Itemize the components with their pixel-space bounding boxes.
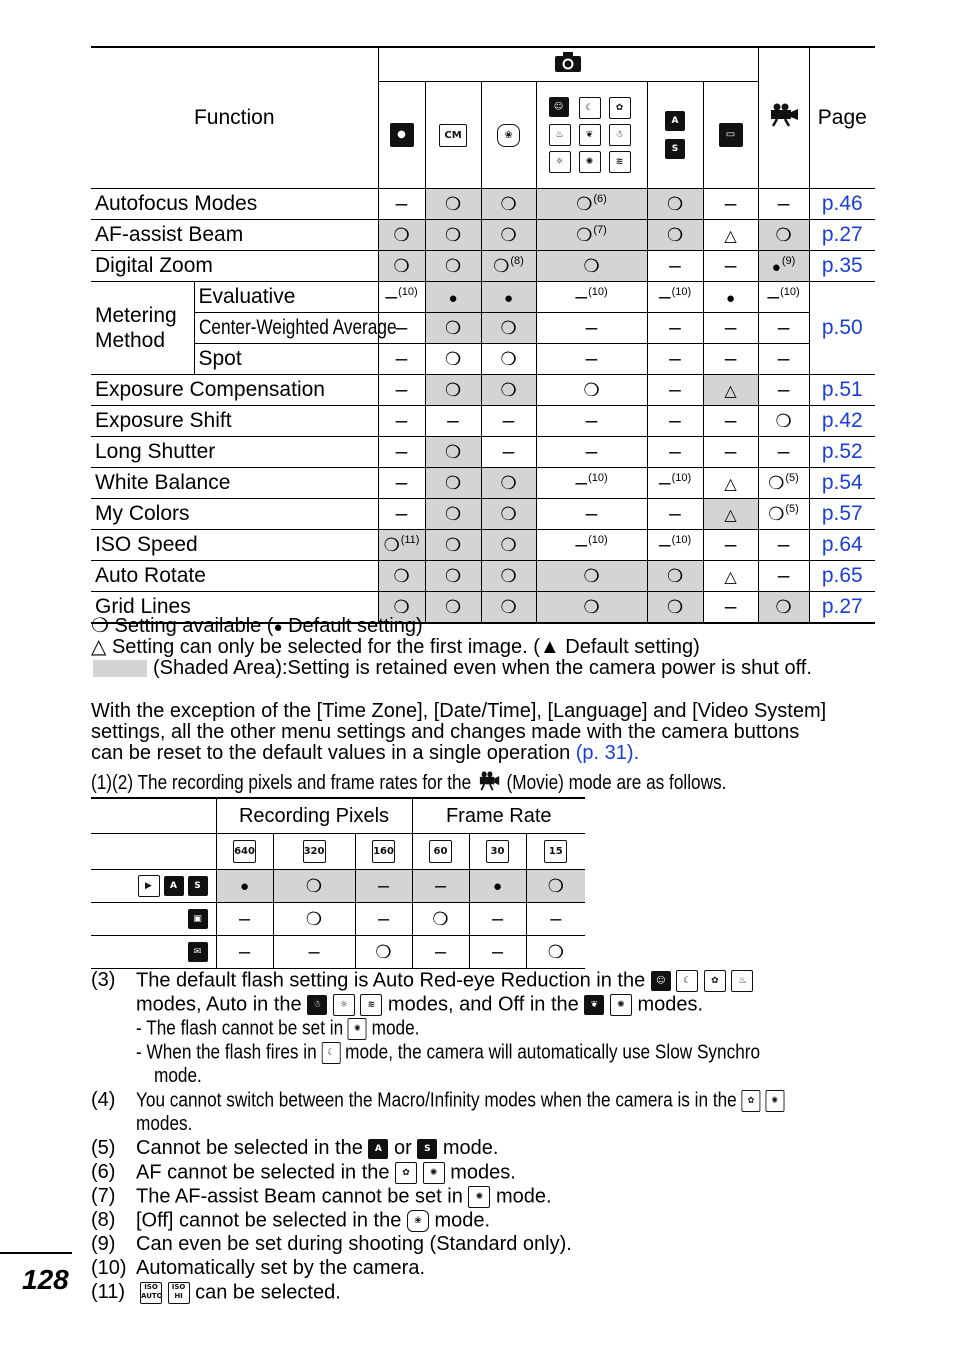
setting-cell: ❍ [536,592,647,624]
reset-paragraph-line2: settings, all the other menu settings and changes made with the camera buttons [91,721,800,743]
table-row [91,220,875,251]
note-7-num: (7) [91,1185,116,1207]
note-8-num: (8) [91,1209,116,1231]
note-4-line1: You cannot switch between the Macro/Infinity modes when the camera is in the ✿ ✺ [136,1090,890,1112]
manual-mode-icon: CM [439,124,467,147]
setting-cell: ❍ [526,870,585,903]
function-name: Digital Zoom [91,251,378,282]
setting-cell: ●$^{(9)}$ [758,251,809,282]
setting-cell: – [481,406,536,437]
setting-cell: – [758,530,809,561]
setting-cell: ❍ [273,870,355,903]
setting-cell: – [273,936,355,969]
reset-paragraph-line3: can be reset to the default values in a single operation (p. 31). [91,742,640,764]
setting-cell: ❍ [425,530,481,561]
movie-settings-table [91,797,585,969]
setting-cell: ❍ [481,220,536,251]
setting-cell: – [469,936,526,969]
setting-cell: – [703,313,758,344]
setting-cell: – [355,903,412,936]
color-accent-icon: A [368,1139,388,1159]
640-pixels-icon: 640 [233,840,256,863]
legend-first-image: △ Setting can only be selected for the first image. (▲ Default setting) [91,636,700,658]
setting-cell: △ [703,499,758,530]
function-name: Spot [194,344,378,375]
setting-cell: ❍ [647,189,703,220]
setting-cell: – [216,903,273,936]
setting-cell: △ [703,375,758,406]
15fps-icon: 15 [544,840,567,863]
setting-cell: – [647,499,703,530]
stitch-assist-icon: ▭ [719,123,743,147]
setting-cell: ❍ [425,499,481,530]
page-link[interactable]: p.64 [809,530,875,561]
kids-pets-icon: ✿ [609,97,631,119]
movie-mode-cell [91,903,216,936]
table-row [91,406,875,437]
setting-cell: –$^{(10)}$ [378,282,425,313]
page-link[interactable]: p.27 [809,220,875,251]
page-link[interactable]: p.27 [809,592,875,624]
setting-cell: –$^{(10)}$ [758,282,809,313]
setting-cell: – [469,903,526,936]
metering-method-label [91,282,194,375]
table-row [91,313,875,344]
function-name: Exposure Shift [91,406,378,437]
snow-icon: ☃ [609,124,631,146]
setting-cell: – [647,251,703,282]
page-link[interactable]: p.35 [809,251,875,282]
movie-table-corner [91,798,216,834]
digital-macro-header [481,82,536,189]
note-3-sub2: - When the flash fires in ☾ mode, the camera will automatically use Slow Synchro [136,1041,761,1064]
setting-cell: – [378,406,425,437]
setting-cell: ❍ [481,592,536,624]
table-row [91,499,875,530]
setting-cell: – [536,437,647,468]
table-row [91,437,875,468]
setting-cell: ❍ [378,251,425,282]
setting-cell: – [425,406,481,437]
page-link[interactable]: p.52 [809,437,875,468]
setting-cell: – [703,344,758,375]
setting-cell: – [647,406,703,437]
legend-shade-swatch [93,660,147,677]
setting-cell: – [758,344,809,375]
setting-cell: ❍ [412,903,469,936]
setting-cell: – [378,313,425,344]
setting-cell: – [378,499,425,530]
setting-cell: ❍ [481,530,536,561]
setting-cell: ❍ [378,220,425,251]
stitch-assist-header [647,82,703,189]
table-row [91,561,875,592]
kids-pets-icon: ✿ [704,970,726,992]
function-name: Evaluative [194,282,378,313]
setting-cell: ❍ [425,189,481,220]
setting-cell: –$^{(10)}$ [647,282,703,313]
metering-method-text: Metering Method [95,304,177,352]
frame-rate-header: Frame Rate [412,798,585,834]
setting-cell: ❍$^{(7)}$ [536,220,647,251]
color-swap-icon: S [665,139,685,159]
function-name: Autofocus Modes [91,189,378,220]
setting-cell: – [216,936,273,969]
setting-cell: ❍ [647,220,703,251]
setting-cell: –$^{(10)}$ [647,530,703,561]
setting-cell: ❍ [526,936,585,969]
note-4-line2: modes. [136,1113,193,1135]
page-header: Page [809,47,875,189]
scene-modes-header [536,82,647,189]
setting-cell: △ [703,561,758,592]
table-row [91,189,875,220]
movie-color-accent-icon: A [164,876,184,896]
setting-cell: ❍ [481,499,536,530]
setting-cell: △ [703,220,758,251]
setting-cell: ● [216,870,273,903]
setting-cell: – [703,437,758,468]
foliage-icon: ❦ [579,124,601,146]
setting-cell: – [647,313,703,344]
setting-cell: – [378,344,425,375]
setting-cell: – [412,870,469,903]
iso-auto-icon: ISO AUTO [140,1282,162,1304]
note-9-num: (9) [91,1233,116,1255]
table-row [91,344,875,375]
setting-cell: ❍ [536,251,647,282]
aquarium-icon: ≋ [609,151,631,173]
page-link[interactable]: p.65 [809,561,875,592]
note-5-line: Cannot be selected in the A or S mode. [136,1137,499,1159]
setting-cell: ❍ [355,936,412,969]
setting-cell: – [647,375,703,406]
movie-mode-header [758,47,809,189]
setting-cell: – [703,592,758,624]
camera-icon [554,51,582,73]
setting-cell: ❍ [647,561,703,592]
note-5-num: (5) [91,1137,116,1159]
beach-icon: ☼ [333,994,355,1016]
setting-cell: ❍ [758,406,809,437]
movie-mode-icon: ▶ [138,875,160,897]
setting-cell: ❍ [481,344,536,375]
aquarium-icon: ≋ [360,994,382,1016]
setting-cell: ❍ [481,189,536,220]
color-accent-icon: A [665,111,685,131]
note-3-sub1: - The flash cannot be set in ✺ mode. [136,1017,420,1040]
function-name: Center-Weighted Average [194,313,378,344]
my-colors-header [703,82,758,189]
foliage-icon: ❦ [584,995,604,1015]
setting-cell: ❍$^{(6)}$ [536,189,647,220]
table-row [91,936,585,969]
page-link[interactable]: p.42 [809,406,875,437]
note-10-num: (10) [91,1257,127,1279]
setting-cell: ❍ [758,220,809,251]
setting-cell: ❍ [425,220,481,251]
60fps-icon: 60 [429,840,452,863]
function-name: My Colors [91,499,378,530]
setting-cell: ❍ [481,313,536,344]
setting-cell: ● [425,282,481,313]
legend-available: ❍ Setting available (● Default setting) [91,615,423,637]
setting-cell: – [758,561,809,592]
page-link[interactable]: p.57 [809,499,875,530]
setting-cell: – [412,936,469,969]
setting-cell: – [536,499,647,530]
manual-mode-header [425,82,481,189]
note-11-line: ISO AUTO ISO HI can be selected. [141,1281,341,1304]
digital-macro-icon: ❀ [407,1210,429,1232]
setting-cell: ❍ [273,903,355,936]
note-8-line: [Off] cannot be selected in the ❀ mode. [136,1209,491,1232]
movie-note: (1)(2) The recording pixels and frame rates for the (Movie) mode are as follows. [91,772,727,794]
setting-cell: – [378,468,425,499]
table-row [91,468,875,499]
setting-cell: – [703,406,758,437]
setting-cell: ❍ [425,561,481,592]
reset-paragraph-line1: With the exception of the [Time Zone], [Date/Time], [Language] and [Video System] [91,700,827,722]
note-6-num: (6) [91,1161,116,1183]
setting-cell: ❍ [378,592,425,624]
legend-shaded-area: (Shaded Area):Setting is retained even when the camera power is shut off. [153,657,812,679]
setting-cell: ❍ [647,592,703,624]
setting-cell: –$^{(10)}$ [647,468,703,499]
function-name: AF-assist Beam [91,220,378,251]
setting-cell: △ [703,468,758,499]
function-name: Auto Rotate [91,561,378,592]
setting-cell: –$^{(10)}$ [536,468,647,499]
table-row [91,375,875,406]
beach-icon: ☼ [549,151,571,173]
setting-cell: ● [703,282,758,313]
page-link[interactable]: p.54 [809,468,875,499]
setting-cell: ❍ [481,561,536,592]
kids-pets-icon: ✿ [742,1090,761,1112]
setting-cell: – [758,437,809,468]
fireworks-icon: ✺ [468,1186,490,1208]
setting-cell: –$^{(10)}$ [536,530,647,561]
setting-cell: – [758,375,809,406]
setting-cell: ❍$^{(5)}$ [758,499,809,530]
recording-pixels-header: Recording Pixels [216,798,412,834]
setting-cell: – [536,313,647,344]
setting-cell: – [536,344,647,375]
setting-cell: – [526,903,585,936]
table-row [91,903,585,936]
setting-cell: ❍ [481,468,536,499]
function-availability-table [91,46,875,624]
fireworks-icon: ✺ [423,1162,445,1184]
note-3-line1: The default flash setting is Auto Red-eye Reduction in the ☺ ☾ ✿ ♨ [136,970,753,992]
setting-cell: – [355,870,412,903]
function-name: ISO Speed [91,530,378,561]
table-row [91,282,875,313]
function-name: White Balance [91,468,378,499]
camera-group-header [378,47,758,82]
table-row [91,530,875,561]
night-snapshot-icon: ☾ [579,97,601,119]
table-row [91,251,875,282]
note-3-sub2-cont: mode. [154,1065,202,1087]
fireworks-icon: ✺ [579,151,601,173]
note-10-line: Automatically set by the camera. [136,1257,426,1279]
page-link[interactable]: p.50 [809,282,875,375]
setting-cell: ❍ [425,437,481,468]
night-snapshot-icon: ☾ [676,970,698,992]
fireworks-icon: ✺ [348,1018,367,1040]
function-header: Function [91,47,378,189]
movie-mode-icon [768,103,800,127]
movie-mode-cell [91,870,216,903]
portrait-icon: ☺ [549,97,569,117]
portrait-icon: ☺ [651,971,671,991]
setting-cell: – [481,437,536,468]
setting-cell: ❍ [378,561,425,592]
page-number: 128 [22,1264,69,1295]
function-name: Long Shutter [91,437,378,468]
setting-cell: ❍$^{(8)}$ [481,251,536,282]
note-9-line: Can even be set during shooting (Standard only). [136,1233,572,1255]
setting-cell: – [703,251,758,282]
setting-cell: –$^{(10)}$ [536,282,647,313]
snow-icon: ☃ [307,995,327,1015]
setting-cell: – [378,375,425,406]
setting-cell: ❍ [425,375,481,406]
color-swap-icon: S [417,1139,437,1159]
kids-pets-icon: ✿ [395,1162,417,1184]
fireworks-icon: ✺ [765,1090,784,1112]
movie-mode-icon [476,771,502,791]
night-snapshot-icon: ☾ [321,1042,340,1064]
setting-cell: ● [481,282,536,313]
page-31-link[interactable]: (p. 31). [575,742,640,764]
setting-cell: ❍$^{(11)}$ [378,530,425,561]
setting-cell: – [758,313,809,344]
setting-cell: ❍ [425,468,481,499]
setting-cell: ❍ [425,344,481,375]
auto-mode-icon: ● [390,123,414,147]
setting-cell: – [758,189,809,220]
setting-cell: – [647,437,703,468]
digital-macro-icon: ❀ [497,124,520,147]
email-movie-icon: ✉ [188,942,208,962]
setting-cell: ❍ [425,592,481,624]
page-link[interactable]: p.46 [809,189,875,220]
indoor-icon: ♨ [731,970,753,992]
setting-cell: ❍$^{(5)}$ [758,468,809,499]
setting-cell: – [536,406,647,437]
note-6-line: AF cannot be selected in the ✿ ✺ modes. [136,1161,516,1184]
page-number-rule [0,1252,72,1254]
auto-mode-header [378,82,425,189]
setting-cell: ❍ [536,375,647,406]
setting-cell: – [647,344,703,375]
setting-cell: – [378,189,425,220]
indoor-icon: ♨ [549,124,571,146]
setting-cell: ❍ [758,592,809,624]
30fps-icon: 30 [486,840,509,863]
setting-cell: ❍ [481,375,536,406]
note-11-num: (11) [91,1281,126,1303]
setting-cell: ❍ [425,251,481,282]
note-3-num: (3) [91,969,116,991]
setting-cell: – [378,437,425,468]
movie-color-swap-icon: S [188,876,208,896]
note-3-line2: modes, Auto in the ☃ ☼ ≋ modes, and Off in the ❦ ✺ modes. [136,993,704,1016]
fireworks-icon: ✺ [610,994,632,1016]
movie-mode-cell [91,936,216,969]
setting-cell: ❍ [536,561,647,592]
setting-cell: – [703,530,758,561]
function-name: Exposure Compensation [91,375,378,406]
compact-movie-icon: ▣ [188,909,208,929]
setting-cell: – [703,189,758,220]
table-row [91,870,585,903]
320-pixels-icon: 320 [303,840,326,863]
note-4-num: (4) [91,1089,116,1111]
note-7-line: The AF-assist Beam cannot be set in ✺ mode. [136,1185,552,1208]
setting-cell: ● [469,870,526,903]
iso-hi-icon: ISO HI [168,1282,190,1304]
160-pixels-icon: 160 [372,840,395,863]
setting-cell: ❍ [425,313,481,344]
page-link[interactable]: p.51 [809,375,875,406]
function-name: Grid Lines [91,592,378,624]
